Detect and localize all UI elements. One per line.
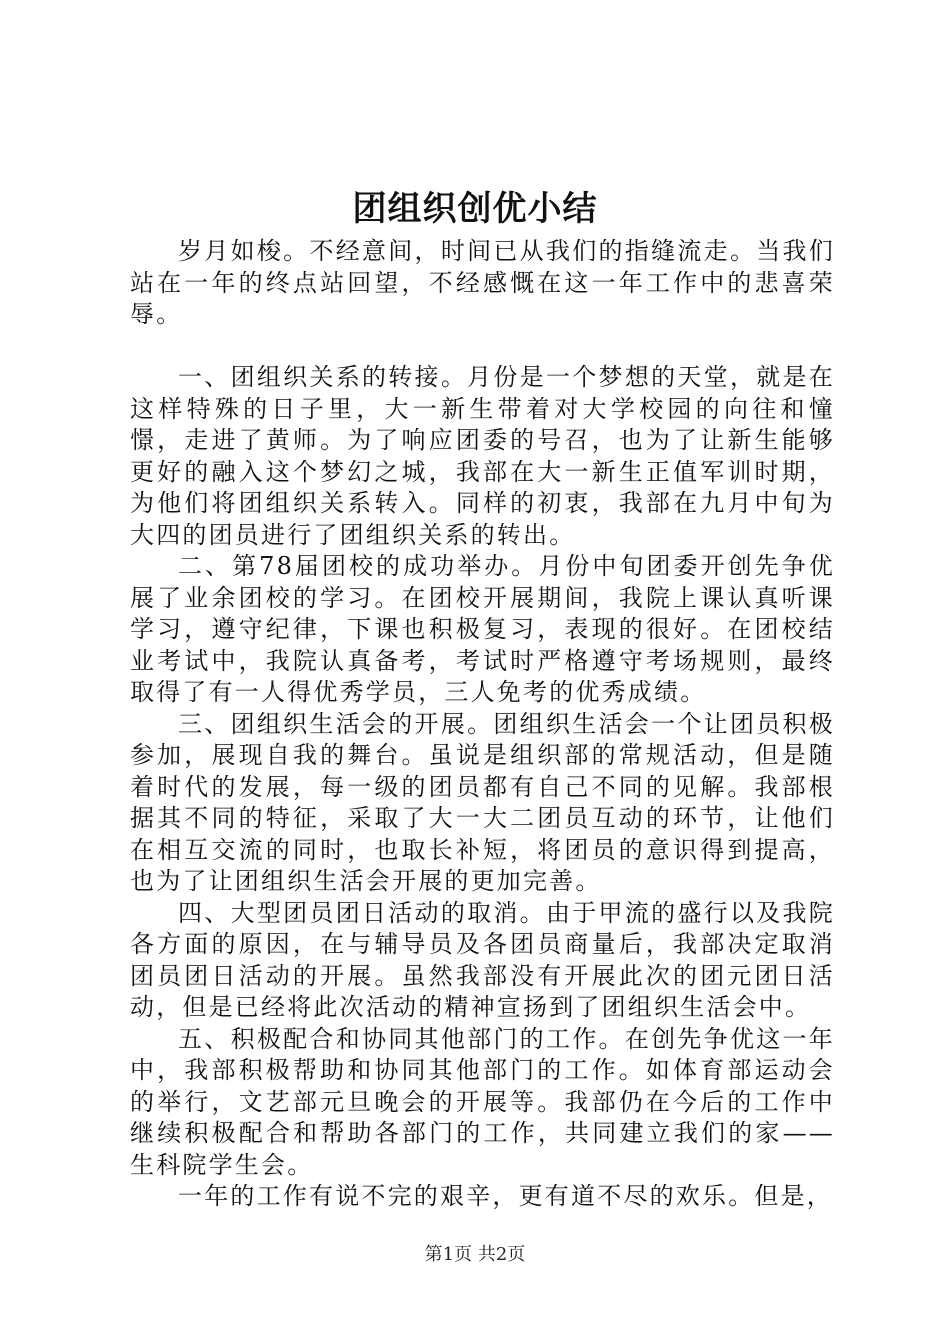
paragraph-section-5: 五、积极配合和协同其他部门的工作。在创先争优这一年中，我部积极帮助和协同其他部门的工作。如体育部运动会的举行，文艺部元旦晚会的开展等。我部仍在今后的工作中继续积极配合和帮助各部门的工作，共同建立我们的家——生科院学生会。 [130,1024,835,1179]
paragraph-section-4: 四、大型团员团日活动的取消。由于甲流的盛行以及我院各方面的原因，在与辅导员及各团员商量后，我部决定取消团员团日活动的开展。虽然我部没有开展此次的团元团日活动，但是已经将此次活动的精神宣扬到了团组织生活会中。 [130,898,835,1021]
paragraph-section-1: 一、团组织关系的转接。月份是一个梦想的天堂，就是在这样特殊的日子里，大一新生带着对大学校园的向往和憧憬，走进了黄师。为了响应团委的号召，也为了让新生能够更好的融入这个梦幻之城，我部在大一新生正值军训时期，为他们将团组织关系转入。同样的初衷，我部在九月中旬为大四的团员进行了团组织关系的转出。 [130,363,835,549]
paragraph-closing: 一年的工作有说不完的艰辛，更有道不尽的欢乐。但是， [178,1182,833,1210]
page-number-footer: 第1页 共2页 [424,1244,526,1265]
paragraph-intro: 岁月如梭。不经意间，时间已从我们的指缝流走。当我们站在一年的终点站回望，不经感慨在这一年工作中的悲喜荣辱。 [130,237,835,328]
paragraph-section-3: 三、团组织生活会的开展。团组织生活会一个让团员积极参加，展现自我的舞台。虽说是组织部的常规活动，但是随着时代的发展，每一级的团员都有自己不同的见解。我部根据其不同的特征，采取了大一大二团员互动的环节，让他们在相互交流的同时，也取长补短，将团员的意识得到提高，也为了让团组织生活会开展的更加完善。 [130,709,835,895]
paragraph-section-2: 二、第78届团校的成功举办。月份中旬团委开创先争优展了业余团校的学习。在团校开展期间，我院上课认真听课学习，遵守纪律，下课也积极复习，表现的很好。在团校结业考试中，我院认真备考，考试时严格遵守考场规则，最终取得了有一人得优秀学员，三人免考的优秀成绩。 [130,552,835,706]
document-body [130,236,835,1213]
document-title: 团组织创优小结 [352,189,598,229]
